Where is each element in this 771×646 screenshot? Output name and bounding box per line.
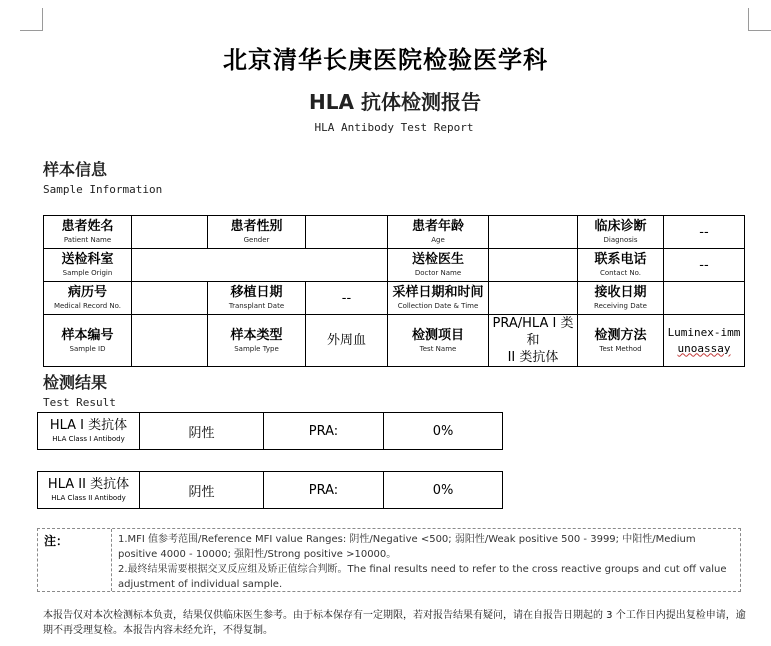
results-heading: 检测结果 bbox=[43, 373, 108, 392]
result-table-class2 bbox=[37, 471, 503, 509]
class2-antibody-label: HLA II 类抗体 HLA Class II Antibody bbox=[38, 472, 140, 509]
sample-id-label: 样本编号 Sample ID bbox=[44, 315, 132, 367]
sample-id-value bbox=[132, 315, 208, 367]
sample-info-heading-en: Sample Information bbox=[43, 183, 163, 196]
transplant-date-value: -- bbox=[306, 282, 388, 315]
test-name-value: PRA/HLA I 类和 II 类抗体 bbox=[489, 315, 578, 367]
sample-info-heading: 样本信息 bbox=[43, 160, 108, 179]
test-name-label: 检测项目 Test Name bbox=[388, 315, 489, 367]
collection-date-label: 采样日期和时间 Collection Date & Time bbox=[388, 282, 489, 315]
receiving-date-value bbox=[664, 282, 745, 315]
contact-no-value: -- bbox=[664, 249, 745, 282]
patient-name-value bbox=[132, 216, 208, 249]
page-corner-mark-left bbox=[20, 8, 43, 31]
age-value bbox=[489, 216, 578, 249]
sample-type-value: 外周血 bbox=[306, 315, 388, 367]
diagnosis-value: -- bbox=[664, 216, 745, 249]
note-item-2: 2.最终结果需要根据交叉反应组及矫正值综合判断。The final results need to refer to the cross reactive groups and cut off value adjustment of individual sample. bbox=[118, 564, 727, 590]
collection-date-value bbox=[489, 282, 578, 315]
report-subtitle: HLA Antibody Test Report bbox=[314, 121, 474, 134]
disclaimer-footer: 本报告仅对本次检测标本负责，结果仅供临床医生参考。由于标本保存有一定期限，若对报告结果有疑问，请在自报告日期起的 3 个工作日内提出复检申请，逾期不再受理复检。本报告内容未经允许，不得复制。 bbox=[43, 610, 746, 636]
receiving-date-label: 接收日期 Receiving Date bbox=[578, 282, 664, 315]
contact-no-label: 联系电话 Contact No. bbox=[578, 249, 664, 282]
notes-box bbox=[37, 528, 741, 592]
page-corner-mark-right bbox=[748, 8, 771, 31]
result-table-class1 bbox=[37, 412, 503, 450]
sample-origin-value bbox=[132, 249, 388, 282]
doctor-name-label: 送检医生 Doctor Name bbox=[388, 249, 489, 282]
notes-body bbox=[118, 532, 736, 592]
sample-type-label: 样本类型 Sample Type bbox=[208, 315, 306, 367]
table-row bbox=[38, 472, 503, 509]
medical-record-value bbox=[132, 282, 208, 315]
class2-pra-value: 0% bbox=[384, 472, 503, 509]
age-label: 患者年龄 Age bbox=[388, 216, 489, 249]
class1-pra-value: 0% bbox=[384, 413, 503, 450]
hospital-name: 北京清华长庚医院检验医学科 bbox=[223, 46, 548, 74]
gender-value bbox=[306, 216, 388, 249]
gender-label: 患者性别 Gender bbox=[208, 216, 306, 249]
sample-origin-label: 送检科室 Sample Origin bbox=[44, 249, 132, 282]
class2-pra-label: PRA: bbox=[264, 472, 384, 509]
test-method-label: 检测方法 Test Method bbox=[578, 315, 664, 367]
table-row bbox=[38, 413, 503, 450]
transplant-date-label: 移植日期 Transplant Date bbox=[208, 282, 306, 315]
results-heading-en: Test Result bbox=[43, 396, 116, 409]
diagnosis-label: 临床诊断 Diagnosis bbox=[578, 216, 664, 249]
sample-info-table bbox=[43, 215, 745, 367]
doctor-name-value bbox=[489, 249, 578, 282]
class1-pra-label: PRA: bbox=[264, 413, 384, 450]
class1-result: 阴性 bbox=[140, 413, 264, 450]
notes-label: 注： bbox=[44, 534, 69, 548]
notes-divider bbox=[111, 529, 112, 591]
class2-result: 阴性 bbox=[140, 472, 264, 509]
patient-name-label: 患者姓名 Patient Name bbox=[44, 216, 132, 249]
medical-record-label: 病历号 Medical Record No. bbox=[44, 282, 132, 315]
class1-antibody-label: HLA I 类抗体 HLA Class I Antibody bbox=[38, 413, 140, 450]
report-title: HLA 抗体检测报告 bbox=[309, 90, 481, 114]
note-item-1: 1.MFI 值参考范围/Reference MFI value Ranges: 阴性/Negative <500; 弱阳性/Weak positive 500 - 3999; 中阳性/Medium positive 4000 - 10000; 强阳性/Strong positive >10000。 bbox=[118, 534, 696, 560]
test-method-value: Luminex-imm unoassay bbox=[664, 315, 745, 367]
